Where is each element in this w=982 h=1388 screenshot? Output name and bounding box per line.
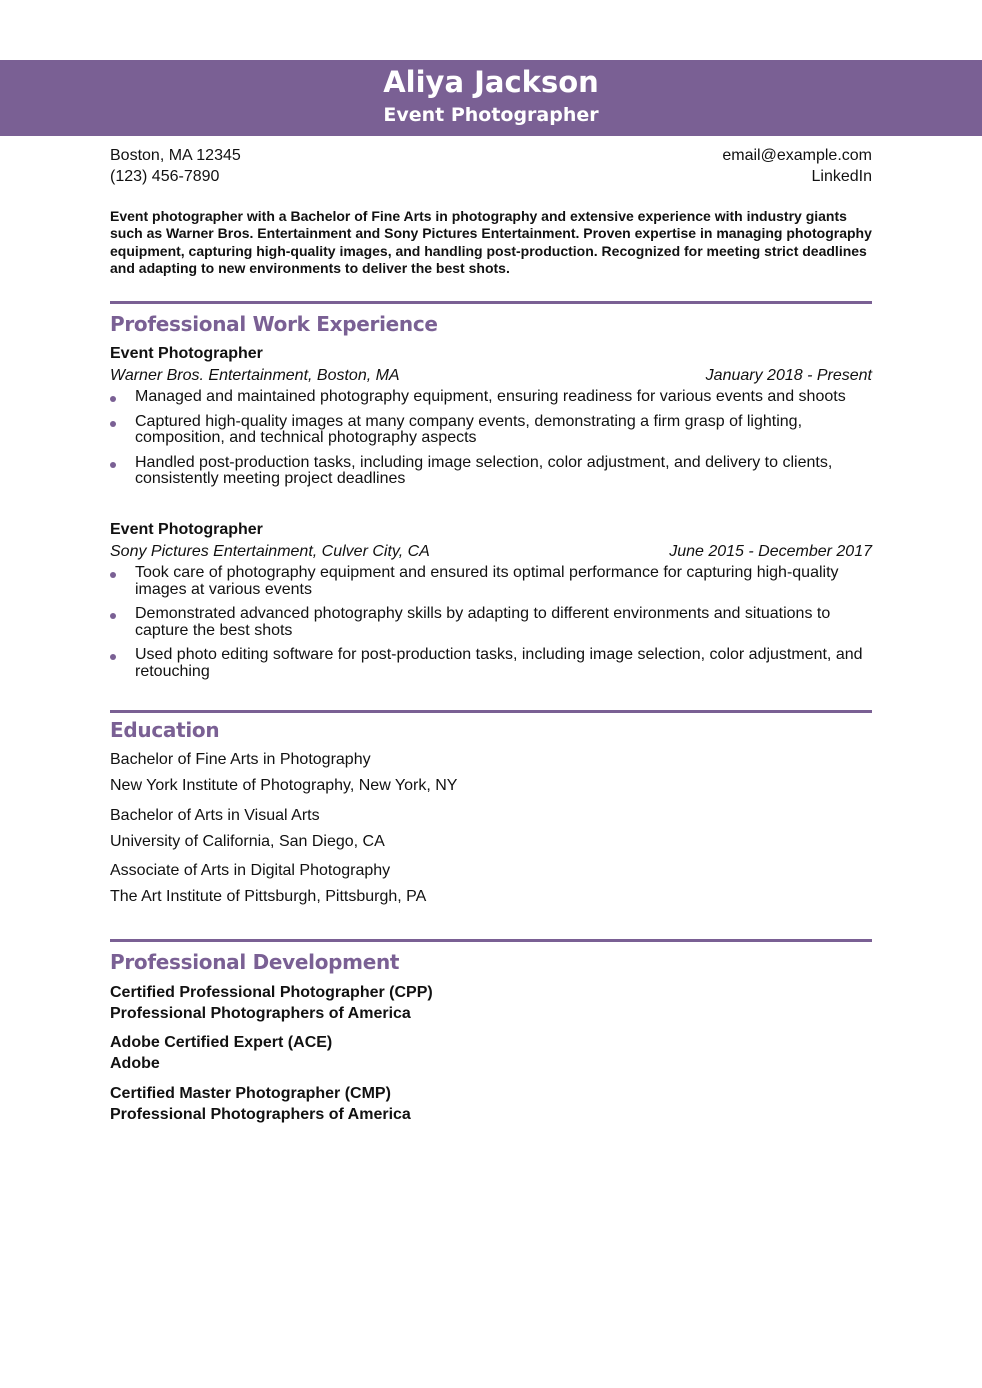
header-banner bbox=[0, 60, 982, 136]
contact-linkedin[interactable]: LinkedIn bbox=[811, 168, 872, 185]
section-divider bbox=[110, 939, 872, 942]
job-dates: June 2015 - December 2017 bbox=[669, 543, 872, 560]
education-school: University of California, San Diego, CA bbox=[110, 833, 385, 850]
job-company: Warner Bros. Entertainment, Boston, MA bbox=[110, 367, 400, 384]
job-role: Event Photographer bbox=[110, 345, 263, 362]
certification-entry bbox=[110, 982, 872, 1024]
section-divider bbox=[110, 301, 872, 304]
education-entry bbox=[110, 858, 872, 910]
list-item: Demonstrated advanced photography skills by adapting to different environments and situations to capture the best shots bbox=[110, 606, 872, 639]
education-school: The Art Institute of Pittsburgh, Pittsburgh, PA bbox=[110, 888, 427, 905]
contact-phone: (123) 456-7890 bbox=[110, 168, 220, 185]
education-degree: Bachelor of Arts in Visual Arts bbox=[110, 807, 320, 824]
certification-name: Certified Master Photographer (CMP) bbox=[110, 1085, 391, 1102]
education-degree: Associate of Arts in Digital Photography bbox=[110, 862, 391, 879]
bullet-icon bbox=[110, 654, 116, 660]
job-role: Event Photographer bbox=[110, 521, 263, 538]
education-degree: Bachelor of Fine Arts in Photography bbox=[110, 751, 371, 768]
section-divider bbox=[110, 710, 872, 713]
candidate-name: Aliya Jackson bbox=[383, 65, 599, 99]
education-school: New York Institute of Photography, New York, NY bbox=[110, 777, 458, 794]
certification-name: Adobe Certified Expert (ACE) bbox=[110, 1034, 333, 1051]
job-dates: January 2018 - Present bbox=[705, 367, 872, 384]
bullet-icon bbox=[110, 572, 116, 578]
contact-address: Boston, MA 12345 bbox=[110, 147, 241, 164]
experience-heading: Professional Work Experience bbox=[110, 312, 438, 336]
job-entry bbox=[110, 519, 872, 688]
list-item: Took care of photography equipment and ensured its optimal performance for capturing high-quality images at various events bbox=[110, 565, 872, 598]
job-bullets bbox=[110, 565, 872, 680]
certification-entry bbox=[110, 1032, 872, 1074]
bullet-icon bbox=[110, 613, 116, 619]
bullet-icon bbox=[110, 396, 116, 402]
summary-paragraph: Event photographer with a Bachelor of Fine Arts in photography and extensive experience with industry giants such as Warner Bros. Entertainment and Sony Pictures Entertainment. Proven expertise in managing photography equipment, capturing high-quality images, and handling post-production. Recognized for meeting strict deadlines and adapting to new environments to deliver the best shots. bbox=[110, 208, 872, 276]
development-heading: Professional Development bbox=[110, 950, 400, 974]
list-item: Handled post-production tasks, including image selection, color adjustment, and delivery to clients, consistently meeting project deadlines bbox=[110, 455, 872, 488]
bullet-icon bbox=[110, 462, 116, 468]
certification-name: Certified Professional Photographer (CPP) bbox=[110, 984, 433, 1001]
job-company: Sony Pictures Entertainment, Culver City, CA bbox=[110, 543, 430, 560]
education-entry bbox=[110, 803, 872, 855]
contact-email[interactable]: email@example.com bbox=[722, 147, 872, 164]
certification-entry bbox=[110, 1083, 872, 1125]
job-entry bbox=[110, 343, 872, 496]
job-bullets bbox=[110, 389, 872, 488]
list-item: Managed and maintained photography equipment, ensuring readiness for various events and shoots bbox=[110, 389, 872, 406]
list-item: Captured high-quality images at many company events, demonstrating a firm grasp of lighting, composition, and technical photography aspects bbox=[110, 414, 872, 447]
bullet-icon bbox=[110, 421, 116, 427]
education-heading: Education bbox=[110, 718, 220, 742]
list-item: Used photo editing software for post-production tasks, including image selection, color adjustment, and retouching bbox=[110, 647, 872, 680]
certification-org: Professional Photographers of America bbox=[110, 1005, 411, 1022]
certification-org: Professional Photographers of America bbox=[110, 1106, 411, 1123]
certification-org: Adobe bbox=[110, 1055, 160, 1072]
candidate-title: Event Photographer bbox=[383, 104, 599, 126]
education-entry bbox=[110, 747, 872, 799]
